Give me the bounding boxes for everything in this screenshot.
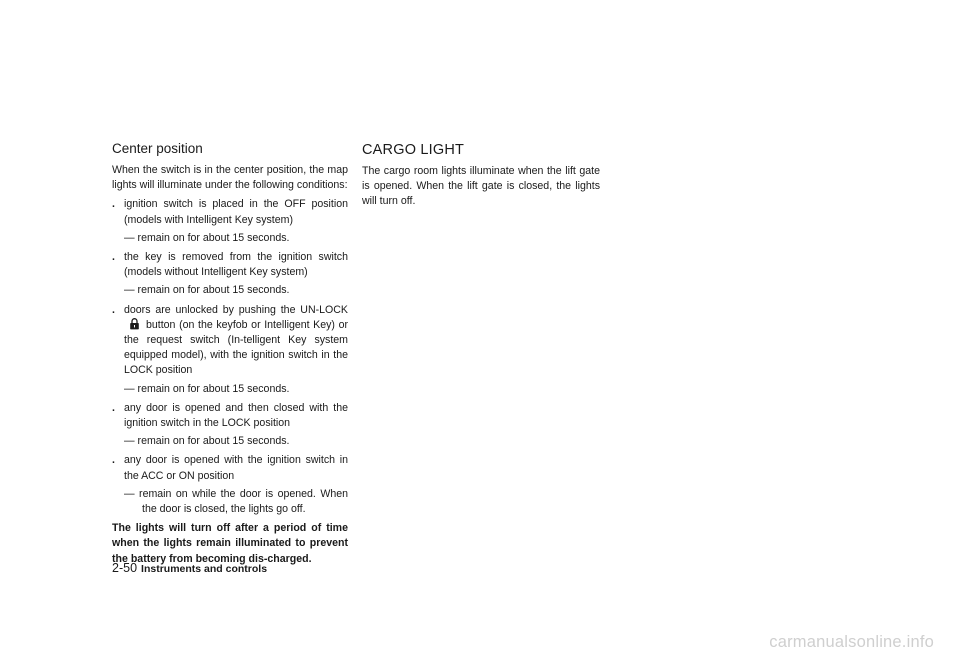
page-footer: [112, 561, 267, 575]
right-column: [362, 141, 600, 214]
list-item-text: doors are unlocked by pushing the UN-LOCK: [124, 303, 348, 316]
bullet-dot: .: [112, 454, 115, 467]
list-item-text: any door is opened with the ignition switch in the ACC or ON position: [124, 454, 348, 482]
list-item-detail: — remain on while the door is opened. When the door is closed, the lights go off.: [124, 487, 348, 516]
list-item: [112, 250, 348, 280]
list-item-detail: — remain on for about 15 seconds.: [124, 231, 290, 244]
bullet-dot: .: [112, 303, 115, 316]
list-item-detail: — remain on for about 15 seconds.: [124, 284, 290, 297]
watermark: carmanualsonline.info: [769, 633, 934, 651]
cargo-light-heading: CARGO LIGHT: [362, 142, 465, 158]
list-item-text: button (on the keyfob or Intelligent Key) or the request switch (In-telligent Key system equipped model), with the ignition switch in the LOCK position: [124, 318, 348, 377]
left-column: [112, 141, 348, 571]
list-item: [112, 401, 348, 431]
bullet-dot: .: [112, 251, 115, 264]
lock-icon: [129, 318, 140, 330]
list-item-text: any door is opened and then closed with the ignition switch in the LOCK position: [124, 401, 348, 430]
cargo-light-paragraph: The cargo room lights illuminate when the lift gate is opened. When the lift gate is closed, the lights will turn off.: [362, 165, 600, 208]
section-name: Instruments and controls: [141, 563, 268, 575]
intro-paragraph: When the switch is in the center position, the map lights will illuminate under the following conditions:: [112, 164, 348, 192]
list-item-detail: — remain on for about 15 seconds.: [124, 382, 290, 395]
bullet-dot: .: [112, 198, 115, 211]
page-number: 2-50: [112, 561, 138, 575]
bullet-dot: .: [112, 401, 115, 414]
list-item-detail: — remain on for about 15 seconds.: [124, 435, 290, 448]
section-heading: Center position: [112, 141, 203, 156]
list-item: [112, 303, 348, 379]
list-item-text: the key is removed from the ignition switch (models without Intelligent Key system): [124, 251, 348, 279]
list-item: [112, 453, 348, 483]
warning-note: The lights will turn off after a period of time when the lights remain illuminated to prevent the battery from becoming dis-charged.: [112, 522, 348, 565]
list-item-text: ignition switch is placed in the OFF position (models with Intelligent Key system): [124, 198, 348, 226]
list-item: [112, 197, 348, 227]
